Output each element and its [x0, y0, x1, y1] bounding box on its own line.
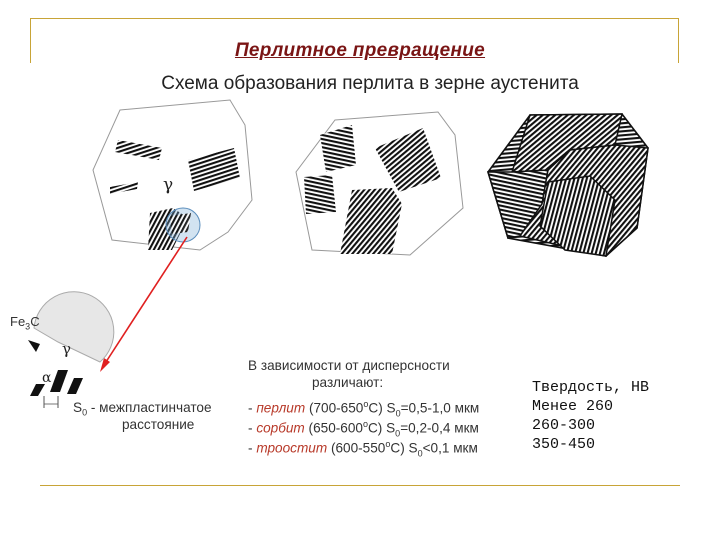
- sorbite-name: сорбит: [256, 420, 305, 436]
- hardness-value-sorbite: 260-300: [532, 417, 596, 434]
- hardness-value-pearlite: Менее 260: [532, 398, 614, 415]
- fe3c-label: $Fe_3C$: [10, 314, 40, 332]
- s0-description-line2: расстояние: [122, 417, 195, 432]
- gamma-label-grain: γ: [163, 175, 174, 195]
- s0-description: $S_0$ - межпластинчатое: [73, 400, 212, 418]
- hardness-value-troostite: 350-450: [532, 436, 596, 453]
- hardness-header: Твердость, НВ: [532, 379, 650, 396]
- troostite-name: троостит: [256, 440, 328, 456]
- description-line1: В зависимости от дисперсности: [248, 358, 450, 373]
- magnify-arrow: [104, 237, 187, 365]
- grain-stage-2: [296, 112, 463, 255]
- troostite-row: - троостит (600-550$^o$C) $S_0<0,1$ мкм: [248, 439, 478, 459]
- gamma-label-magnified: γ: [62, 340, 71, 358]
- sorbite-row: - сорбит (650-600$^o$C) $S_0=0,2-0,4$ мкм: [248, 419, 479, 439]
- pearlite-row: - перлит (700-650$^o$C) $S_0=0,5-1,0$ мкм: [248, 399, 480, 419]
- alpha-label: α: [42, 370, 52, 386]
- slide-title: Перлитное превращение: [234, 40, 486, 61]
- pearlite-name: перлит: [256, 400, 306, 416]
- description-line2: различают:: [312, 375, 384, 390]
- grain-stage-3: [488, 114, 648, 256]
- slide-subtitle: Схема образования перлита в зерне аустенита: [161, 73, 579, 94]
